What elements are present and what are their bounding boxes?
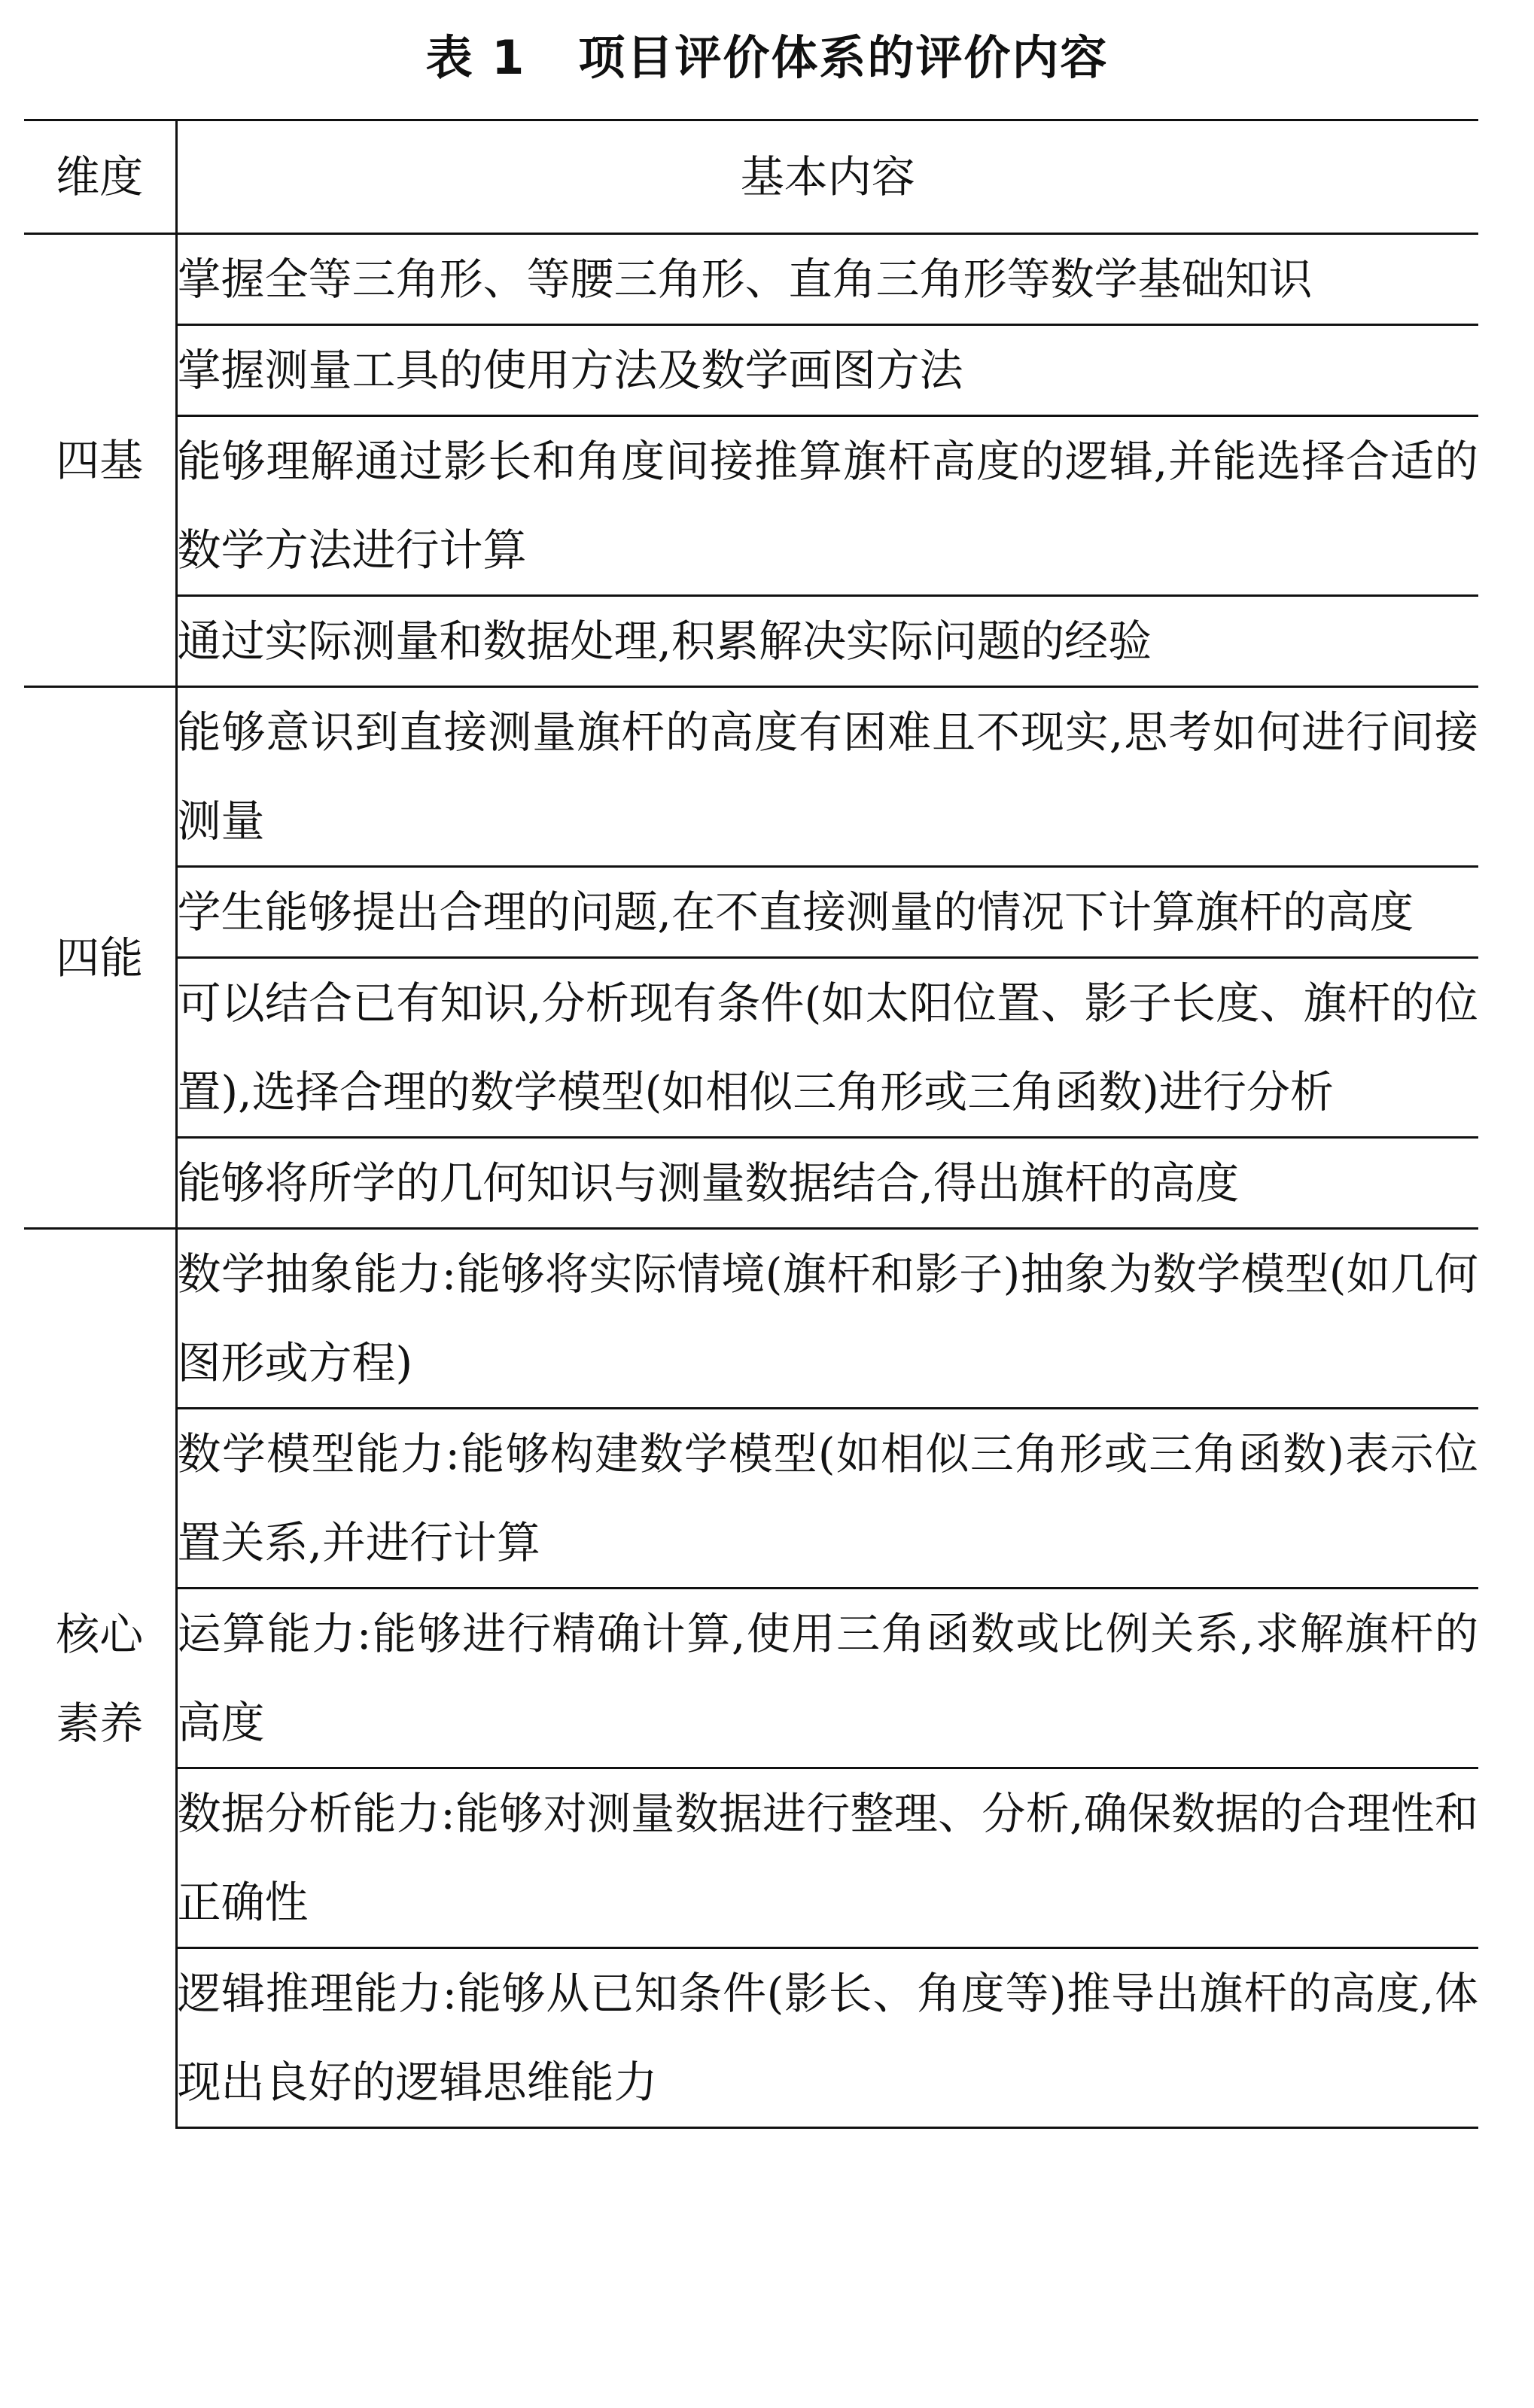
content-cell: 数学模型能力:能够构建数学模型(如相似三角形或三角函数)表示位置关系,并进行计算 [176, 1409, 1478, 1589]
content-cell: 通过实际测量和数据处理,积累解决实际问题的经验 [176, 596, 1478, 687]
dimension-cell: 四能 [24, 687, 176, 1229]
table-number: 表 1 [425, 30, 526, 85]
dimension-cell [24, 1229, 176, 2128]
table-row [24, 1589, 1478, 1768]
table-row [24, 325, 1478, 416]
table-row [24, 867, 1478, 958]
content-cell: 能够理解通过影长和角度间接推算旗杆高度的逻辑,并能选择合适的数学方法进行计算 [176, 416, 1478, 596]
dimension-label: 核心素养 [56, 1608, 144, 1749]
header-content: 基本内容 [176, 120, 1478, 234]
content-cell: 数据分析能力:能够对测量数据进行整理、分析,确保数据的合理性和正确性 [176, 1768, 1478, 1948]
group-sineng [24, 687, 1478, 1229]
table-row [24, 1768, 1478, 1948]
table-row [24, 1138, 1478, 1229]
content-cell: 数学抽象能力:能够将实际情境(旗杆和影子)抽象为数学模型(如几何图形或方程) [176, 1229, 1478, 1409]
header-row [24, 120, 1478, 234]
table-title: 项目评价体系的评价内容 [578, 30, 1109, 85]
table-row [24, 687, 1478, 867]
content-cell: 掌握测量工具的使用方法及数学画图方法 [176, 325, 1478, 416]
content-cell: 能够将所学的几何知识与测量数据结合,得出旗杆的高度 [176, 1138, 1478, 1229]
dimension-cell: 四基 [24, 234, 176, 687]
table-row [24, 234, 1478, 325]
content-cell: 运算能力:能够进行精确计算,使用三角函数或比例关系,求解旗杆的高度 [176, 1589, 1478, 1768]
table-row [24, 958, 1478, 1138]
content-cell: 掌握全等三角形、等腰三角形、直角三角形等数学基础知识 [177, 254, 1313, 305]
content-cell: 可以结合已有知识,分析现有条件(如太阳位置、影子长度、旗杆的位置),选择合理的数学模型(如相似三角形或三角函数)进行分析 [176, 958, 1478, 1138]
table-row [24, 1229, 1478, 1409]
evaluation-table [24, 119, 1478, 2129]
content-cell: 学生能够提出合理的问题,在不直接测量的情况下计算旗杆的高度 [176, 867, 1478, 958]
group-siji [24, 234, 1478, 687]
group-hexin-suyang [24, 1229, 1478, 2128]
header-dimension: 维度 [24, 120, 176, 234]
table-row [24, 1409, 1478, 1589]
table-row [24, 596, 1478, 687]
table-caption [0, 24, 1534, 92]
content-cell: 逻辑推理能力:能够从已知条件(影长、角度等)推导出旗杆的高度,体现出良好的逻辑思维能力 [176, 1948, 1478, 2128]
table-row [24, 1948, 1478, 2128]
table-row [24, 416, 1478, 596]
content-cell: 能够意识到直接测量旗杆的高度有困难且不现实,思考如何进行间接测量 [176, 687, 1478, 867]
